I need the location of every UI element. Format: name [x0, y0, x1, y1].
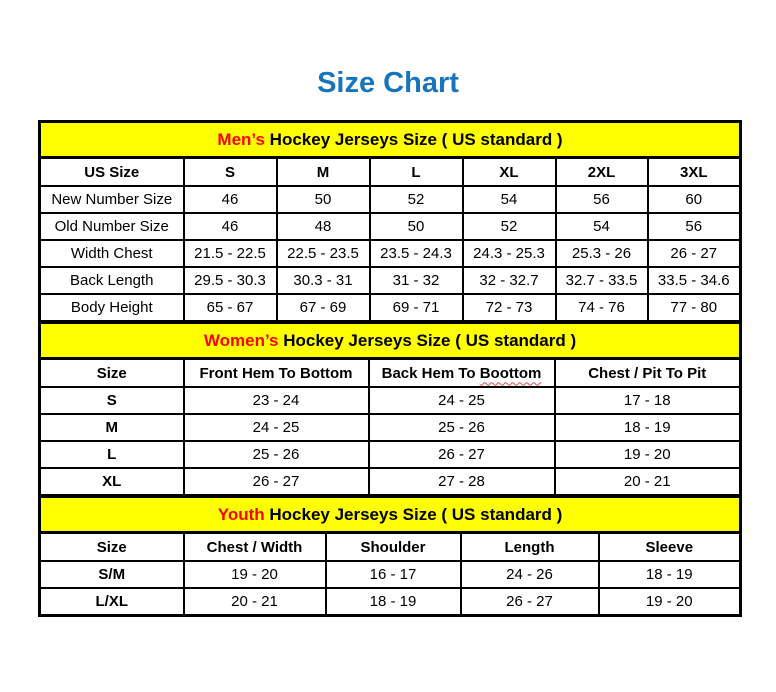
- womens-column-header: [369, 359, 555, 388]
- womens-size-table: [38, 321, 742, 497]
- size-value-cell: 19 - 20: [555, 441, 741, 468]
- size-value-cell: 25 - 26: [369, 414, 555, 441]
- size-value-cell: 24 - 25: [184, 414, 369, 441]
- row-label: Back Length: [40, 267, 184, 294]
- youth-table-row: [40, 588, 741, 616]
- mens-table-row: [40, 186, 741, 213]
- mens-column-header: US Size: [40, 158, 184, 187]
- youth-column-header: Shoulder: [326, 533, 461, 562]
- youth-column-header: Size: [40, 533, 184, 562]
- mens-column-header: XL: [463, 158, 556, 187]
- row-label: M: [40, 414, 184, 441]
- size-value-cell: 26 - 27: [461, 588, 599, 616]
- row-label: L/XL: [40, 588, 184, 616]
- size-value-cell: 18 - 19: [599, 561, 741, 588]
- size-value-cell: 19 - 20: [184, 561, 326, 588]
- size-value-cell: 32 - 32.7: [463, 267, 556, 294]
- youth-band-highlight: Youth: [217, 504, 265, 524]
- size-value-cell: 21.5 - 22.5: [184, 240, 277, 267]
- size-value-cell: 19 - 20: [599, 588, 741, 616]
- mens-table-row: [40, 267, 741, 294]
- size-value-cell: 46: [184, 213, 277, 240]
- size-value-cell: 25.3 - 26: [556, 240, 648, 267]
- mens-band-highlight: Men’s: [217, 129, 265, 149]
- size-value-cell: 52: [370, 186, 463, 213]
- size-value-cell: 46: [184, 186, 277, 213]
- youth-size-table: [38, 495, 742, 617]
- mens-band-text: Hockey Jerseys Size ( US standard ): [264, 129, 563, 149]
- row-label: L: [40, 441, 184, 468]
- size-value-cell: 56: [556, 186, 648, 213]
- size-value-cell: 72 - 73: [463, 294, 556, 322]
- size-value-cell: 27 - 28: [369, 468, 555, 496]
- youth-section-band: [40, 497, 741, 533]
- size-value-cell: 65 - 67: [184, 294, 277, 322]
- youth-column-header: Sleeve: [599, 533, 741, 562]
- size-value-cell: 16 - 17: [326, 561, 461, 588]
- row-label: XL: [40, 468, 184, 496]
- womens-table-row: [40, 387, 741, 414]
- womens-section-band: [40, 323, 741, 359]
- womens-band-text: Hockey Jerseys Size ( US standard ): [278, 330, 577, 350]
- mens-table-row: [40, 240, 741, 267]
- size-value-cell: 48: [277, 213, 370, 240]
- youth-table-row: [40, 561, 741, 588]
- size-value-cell: 52: [463, 213, 556, 240]
- row-label: S: [40, 387, 184, 414]
- size-value-cell: 56: [648, 213, 741, 240]
- row-label: S/M: [40, 561, 184, 588]
- womens-column-header: Front Hem To Bottom: [184, 359, 369, 388]
- row-label: Width Chest: [40, 240, 184, 267]
- size-value-cell: 32.7 - 33.5: [556, 267, 648, 294]
- row-label: New Number Size: [40, 186, 184, 213]
- mens-section-band: [40, 122, 741, 158]
- size-value-cell: 50: [370, 213, 463, 240]
- size-value-cell: 26 - 27: [184, 468, 369, 496]
- womens-table-row: [40, 441, 741, 468]
- row-label: Old Number Size: [40, 213, 184, 240]
- size-value-cell: 69 - 71: [370, 294, 463, 322]
- size-value-cell: 77 - 80: [648, 294, 741, 322]
- size-value-cell: 17 - 18: [555, 387, 741, 414]
- mens-column-header: L: [370, 158, 463, 187]
- size-tables-container: [38, 120, 739, 617]
- size-value-cell: 23.5 - 24.3: [370, 240, 463, 267]
- page-title: Size Chart: [317, 67, 459, 99]
- size-value-cell: 25 - 26: [184, 441, 369, 468]
- size-value-cell: 67 - 69: [277, 294, 370, 322]
- size-value-cell: 23 - 24: [184, 387, 369, 414]
- size-value-cell: 20 - 21: [184, 588, 326, 616]
- size-value-cell: 24 - 25: [369, 387, 555, 414]
- youth-column-header: Length: [461, 533, 599, 562]
- size-value-cell: 60: [648, 186, 741, 213]
- size-value-cell: 26 - 27: [648, 240, 741, 267]
- womens-band-highlight: Women’s: [203, 330, 279, 350]
- youth-column-header: Chest / Width: [184, 533, 326, 562]
- size-value-cell: 26 - 27: [369, 441, 555, 468]
- mens-column-header: S: [184, 158, 277, 187]
- mens-table-row: [40, 294, 741, 322]
- size-value-cell: 22.5 - 23.5: [277, 240, 370, 267]
- size-value-cell: 31 - 32: [370, 267, 463, 294]
- size-value-cell: 33.5 - 34.6: [648, 267, 741, 294]
- size-value-cell: 50: [277, 186, 370, 213]
- size-value-cell: 18 - 19: [326, 588, 461, 616]
- size-value-cell: 74 - 76: [556, 294, 648, 322]
- size-value-cell: 30.3 - 31: [277, 267, 370, 294]
- mens-table-row: [40, 213, 741, 240]
- womens-column-header: Size: [40, 359, 184, 388]
- size-value-cell: 54: [556, 213, 648, 240]
- misspelled-word: Boottom: [479, 364, 542, 382]
- womens-table-row: [40, 414, 741, 441]
- womens-column-header: Chest / Pit To Pit: [555, 359, 741, 388]
- womens-column-header-text: Back Hem To: [381, 364, 480, 382]
- youth-band-text: Hockey Jerseys Size ( US standard ): [264, 504, 563, 524]
- row-label: Body Height: [40, 294, 184, 322]
- womens-table-row: [40, 468, 741, 496]
- mens-column-header: M: [277, 158, 370, 187]
- size-value-cell: 54: [463, 186, 556, 213]
- size-value-cell: 24 - 26: [461, 561, 599, 588]
- mens-column-header: 3XL: [648, 158, 741, 187]
- size-value-cell: 24.3 - 25.3: [463, 240, 556, 267]
- size-value-cell: 18 - 19: [555, 414, 741, 441]
- mens-size-table: [38, 120, 742, 323]
- size-value-cell: 20 - 21: [555, 468, 741, 496]
- mens-column-header: 2XL: [556, 158, 648, 187]
- size-value-cell: 29.5 - 30.3: [184, 267, 277, 294]
